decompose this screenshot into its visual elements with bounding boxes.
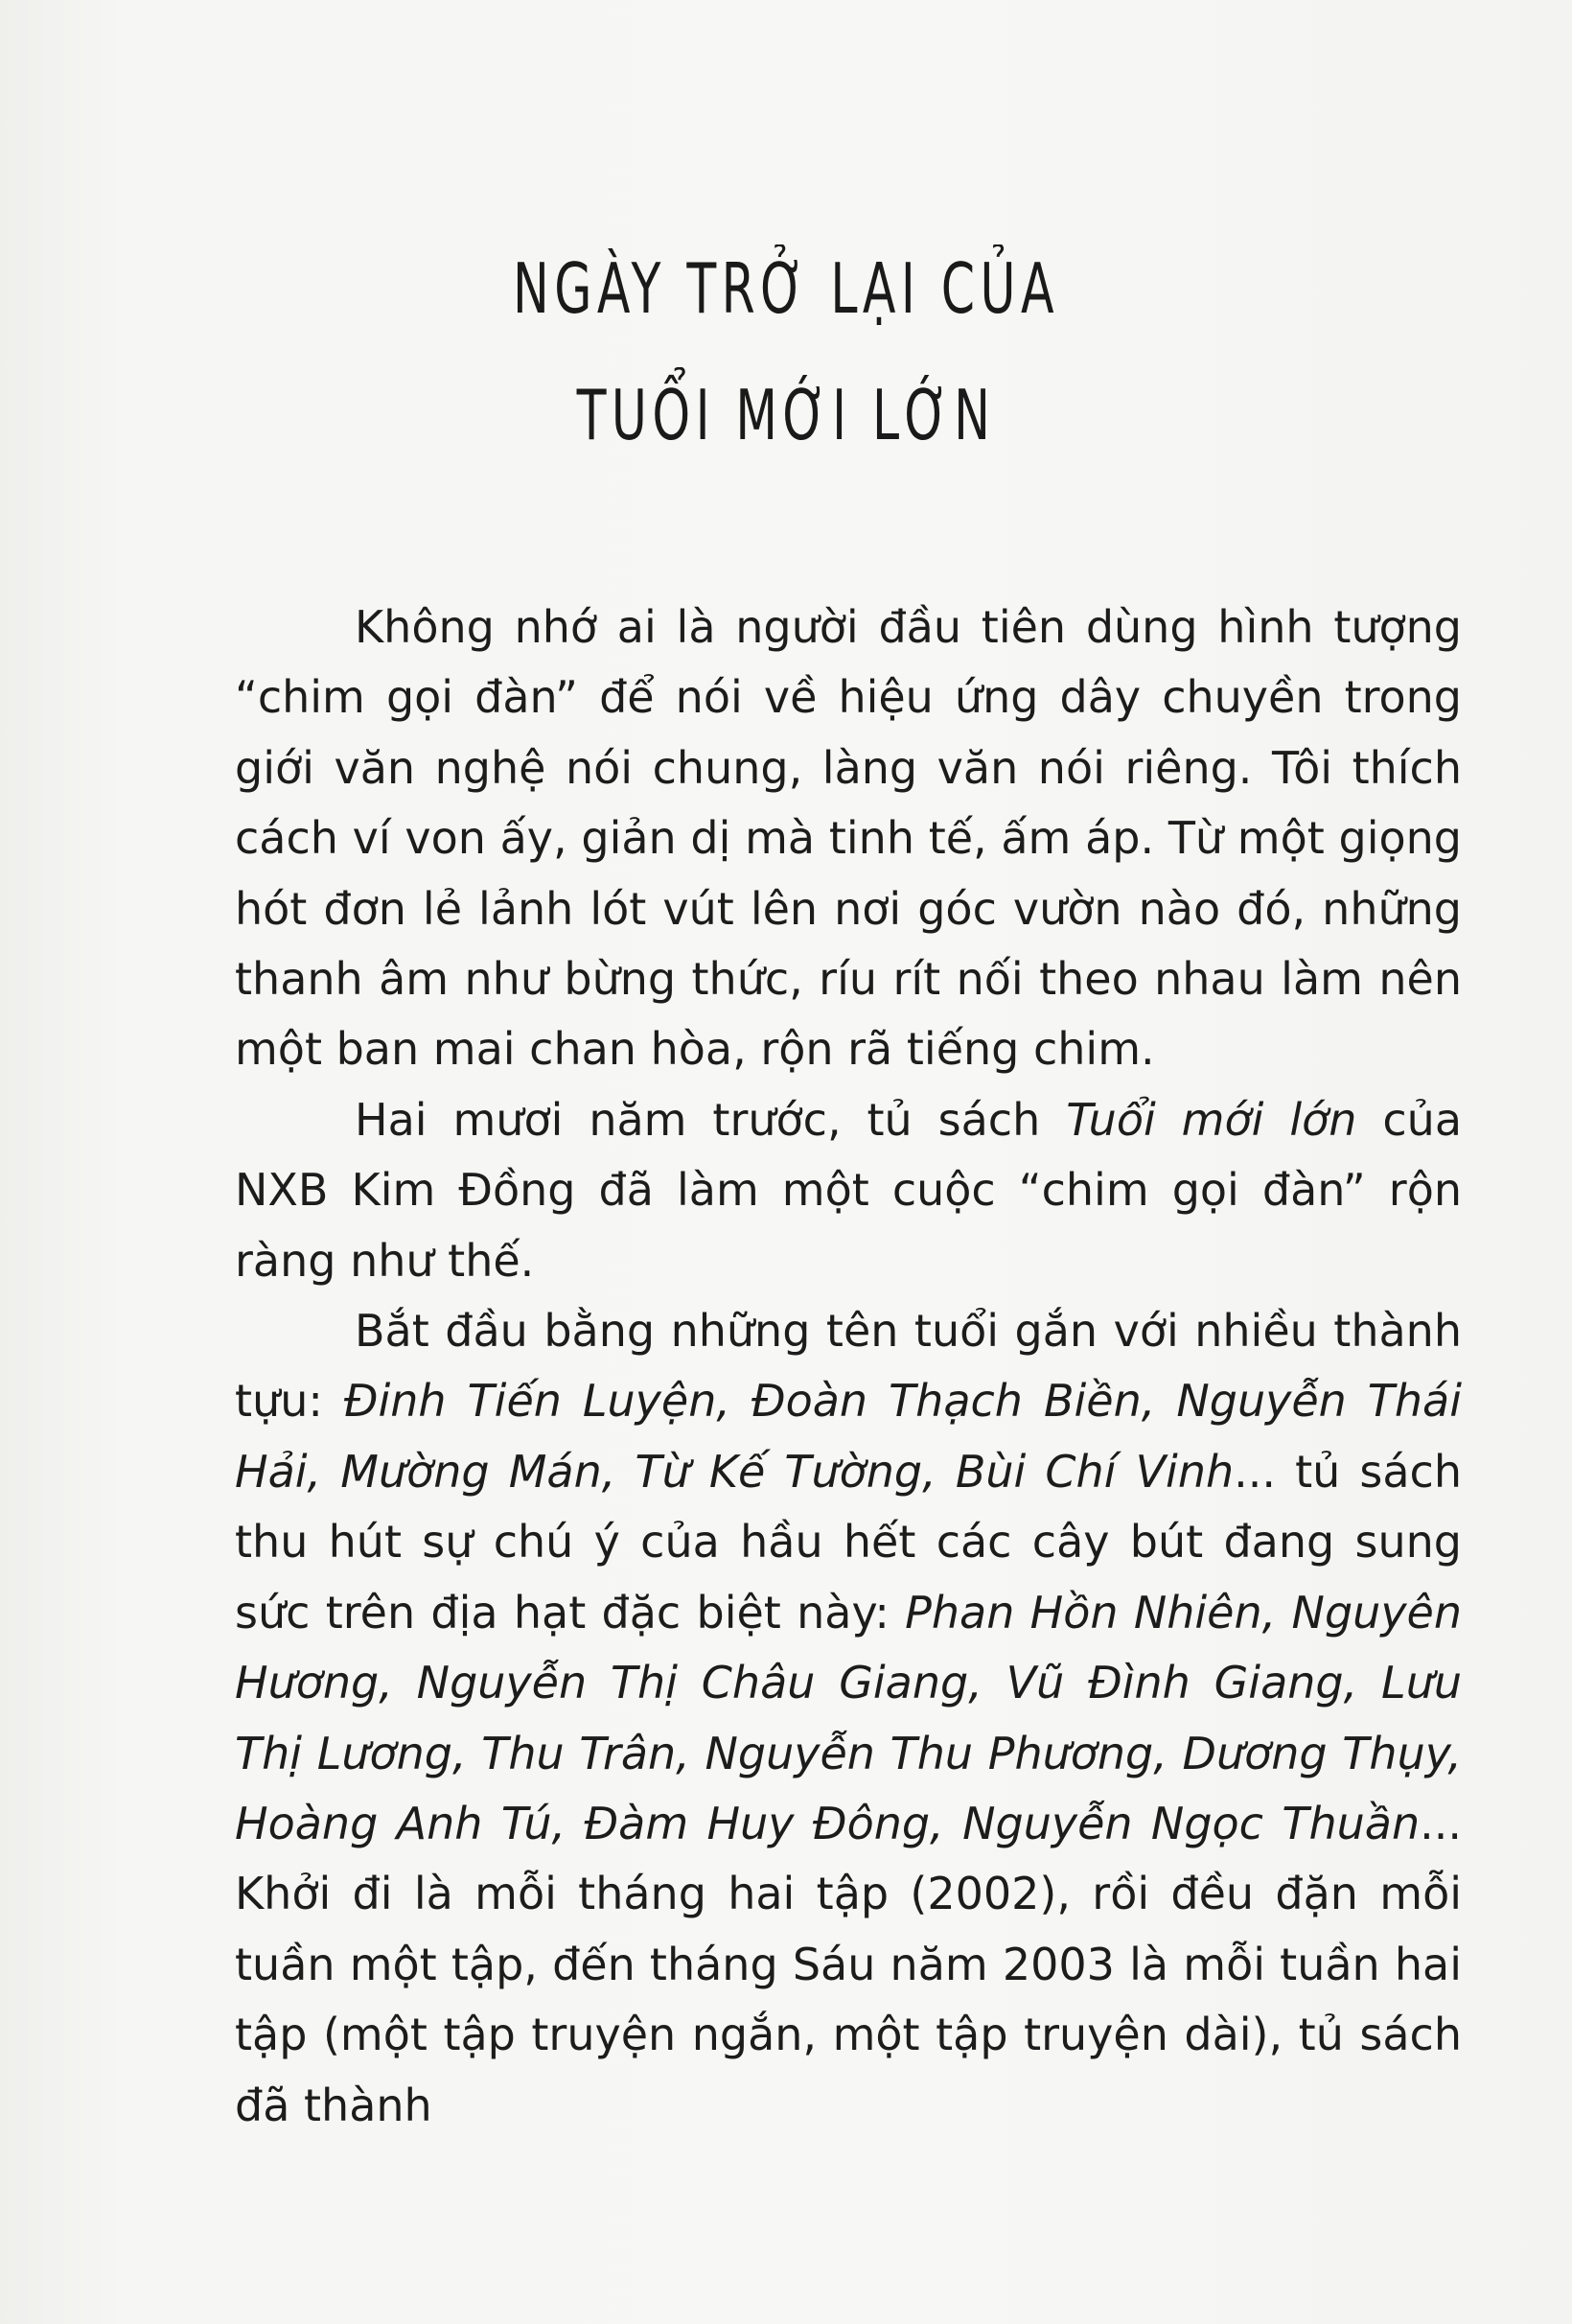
paragraph-2-series-title: Tuổi mới lớn bbox=[1066, 1093, 1357, 1146]
paragraph-3-authors-group-1: Đinh Tiến Luyện, Đoàn Thạch Biền, Nguyễn Thái Hải, Mường Mán, Từ Kế Tường, Bùi Chí Vinh bbox=[235, 1375, 1463, 1498]
paragraph-1 bbox=[235, 593, 1462, 1085]
chapter-title bbox=[0, 225, 1572, 478]
paragraph-1-text: Không nhớ ai là người đầu tiên dùng hình tượng “chim gọi đàn” để nói về hiệu ứng dây chuyền trong giới văn nghệ nói chung, làng văn nói riêng. Tôi thích cách ví von ấy, giản dị mà tinh tế, ấm áp. Từ một giọng hót đơn lẻ lảnh lót vút lên nơi góc vườn nào đó, những thanh âm như bừng thức, ríu rít nối theo nhau làm nên một ban mai chan hòa, rộn rã tiếng chim. bbox=[235, 601, 1462, 1076]
paragraph-3-text-before: Bắt đầu bằng những tên tuổi gắn với nhiều thành tựu: bbox=[235, 1305, 1462, 1428]
paragraph-3-text-after: ... Khởi đi là mỗi tháng hai tập (2002), rồi đều đặn mỗi tuần một tập, đến tháng Sáu năm 2003 là mỗi tuần hai tập (một tập truyện ngắn, một tập truyện dài), tủ sách đã thành bbox=[235, 1797, 1462, 2131]
chapter-body bbox=[235, 593, 1462, 2141]
paragraph-2-text-after: của NXB Kim Đồng đã làm một cuộc “chim gọi đàn” rộn ràng như thế. bbox=[235, 1093, 1463, 1287]
paragraph-2-text-before: Hai mươi năm trước, tủ sách bbox=[355, 1093, 1067, 1146]
paragraph-3 bbox=[235, 1296, 1462, 2141]
paragraph-3-authors-group-2: Phan Hồn Nhiên, Nguyên Hương, Nguyễn Thị Châu Giang, Vũ Đình Giang, Lưu Thị Lương, Thu Trân, Nguyễn Thu Phương, Dương Thụy, Hoàng Anh Tú, Đàm Huy Đông, Nguyễn Ngọc Thuần bbox=[235, 1586, 1462, 1849]
chapter-title-line-2: TUỔI MỚI LỚN bbox=[576, 375, 996, 455]
chapter-title-line-1: NGÀY TRỞ LẠI CỦA bbox=[513, 248, 1059, 329]
paragraph-3-text-middle: ... tủ sách thu hút sự chú ý của hầu hết các cây bút đang sung sức trên địa hạt đặc biệt này: bbox=[235, 1445, 1463, 1638]
paragraph-2 bbox=[235, 1085, 1462, 1296]
